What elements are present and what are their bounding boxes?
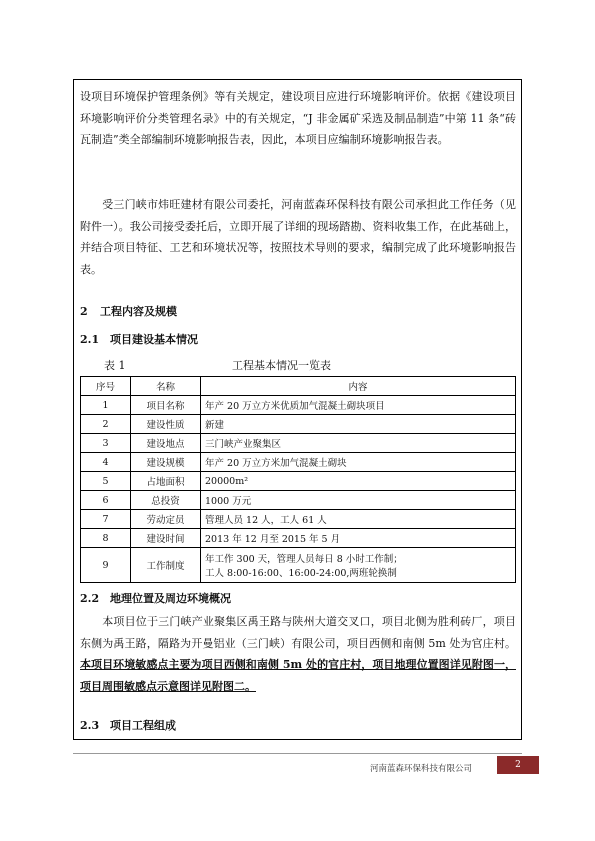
row-no: 8 [81,529,131,548]
row-content: 年产 20 万立方米优质加气混凝土砌块项目 [201,396,516,415]
row-no: 5 [81,472,131,491]
row-name: 总投资 [131,491,201,510]
row-content: 管理人员 12 人，工人 61 人 [201,510,516,529]
section-number: 2.2 [80,592,100,605]
table-row [81,472,516,491]
section-number: 2 [80,305,88,318]
location-paragraph [80,611,516,697]
row-content: 2013 年 12 月至 2015 年 5 月 [201,529,516,548]
row-no: 3 [81,434,131,453]
row-content: 1000 万元 [201,491,516,510]
row-no: 1 [81,396,131,415]
intro-paragraph: 设项目环境保护管理条例》等有关规定，建设项目应进行环境影响评价。依据《建设项目环境影响评价分类管理名录》中的有关规定，“J 非金属矿采选及制品制造”中第 11 条“砖瓦制造”类全部编制环境影响报告表，因此，本项目应编制环境影响报告表。 [80,90,516,146]
row-name: 建设地点 [131,434,201,453]
row-content: 20000m² [201,472,516,491]
project-info-table [80,376,516,583]
section-title: 地理位置及周边环境概况 [110,592,231,605]
header-no: 序号 [81,377,131,396]
section-title: 工程内容及规模 [100,305,177,318]
page-number: 2 [497,756,539,774]
table-row [81,453,516,472]
table-title: 工程基本情况一览表 [232,359,331,372]
row-name: 建设规模 [131,453,201,472]
table-row [81,491,516,510]
row-content: 新建 [201,415,516,434]
table-row [81,529,516,548]
row-name: 工作制度 [131,548,201,583]
row-name: 劳动定员 [131,510,201,529]
commission-paragraph [80,194,516,280]
section-title: 项目建设基本情况 [110,333,198,346]
row-name: 占地面积 [131,472,201,491]
sensitive-point-text: 本项目环境敏感点主要为项目西侧和南侧 5m 处的官庄村，项目地理位置图详见附图一，项目周围敏感点示意图详见附图二。 [80,658,516,693]
section-2-heading [80,303,177,319]
footer-divider [73,753,522,754]
row-content-line: 工人 8:00-16:00、16:00-24:00,两班轮换制 [205,568,397,579]
section-number: 2.3 [80,719,100,732]
table-row [81,434,516,453]
row-no: 9 [81,548,131,583]
header-name: 名称 [131,377,201,396]
section-number: 2.1 [80,333,100,346]
table-header-row [81,377,516,396]
row-no: 4 [81,453,131,472]
row-no: 7 [81,510,131,529]
table-row [81,396,516,415]
section-title: 项目工程组成 [110,719,176,732]
row-name: 建设性质 [131,415,201,434]
table-row [81,548,516,583]
location-text: 本项目位于三门峡产业聚集区禹王路与陕州大道交叉口，项目北侧为胜利砖厂，项目东侧为禹王路，隔路为开曼铝业（三门峡）有限公司，项目西侧和南侧 5m 处为官庄村。 [80,615,516,650]
row-name: 建设时间 [131,529,201,548]
footer-company: 河南蓝森环保科技有限公司 [370,764,473,774]
row-content: 三门峡产业聚集区 [201,434,516,453]
table-row [81,415,516,434]
section-2-3-heading [80,717,176,733]
row-content [201,548,516,583]
section-2-2-heading [80,590,231,606]
row-name: 项目名称 [131,396,201,415]
row-no: 2 [81,415,131,434]
table-row [81,510,516,529]
row-no: 6 [81,491,131,510]
commission-text: 受三门峡市炜旺建材有限公司委托，河南蓝森环保科技有限公司承担此工作任务（见附件一）。我公司接受委托后，立即开展了详细的现场踏勘、资料收集工作，在此基础上，并结合项目特征、工艺和环境状况等，按照技术导则的要求，编制完成了此环境影响报告表。 [80,198,516,276]
section-2-1-heading [80,331,198,347]
header-content: 内容 [201,377,516,396]
row-content: 年产 20 万立方米加气混凝土砌块 [201,453,516,472]
table-label: 表 1 [104,359,126,372]
row-content-line: 年工作 300 天，管理人员每日 8 小时工作制； [205,554,403,565]
